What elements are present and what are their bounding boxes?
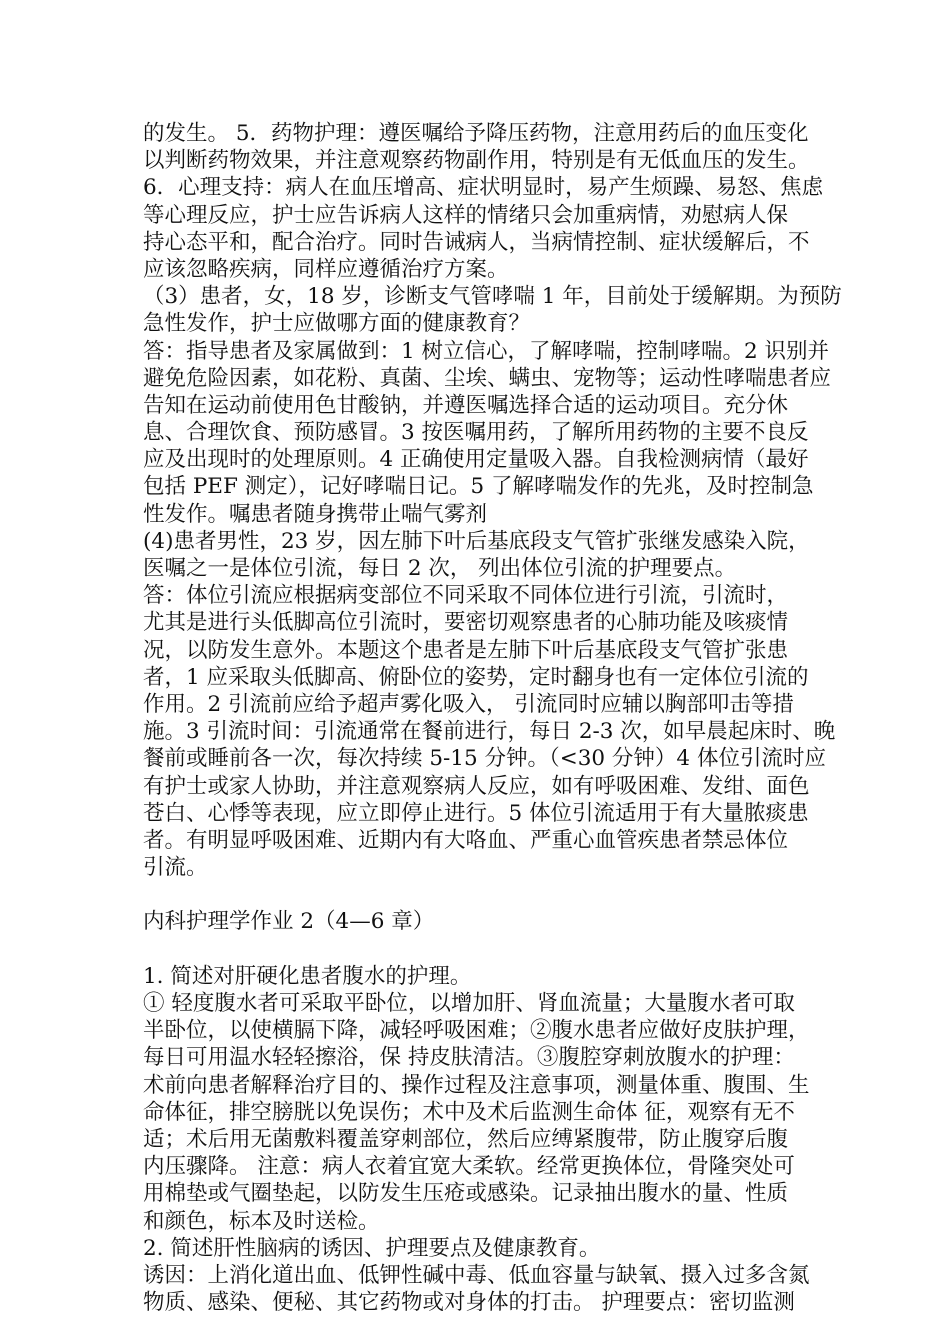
text-line: 每日可用温水轻轻擦浴，保 持皮肤清洁。③腹腔穿刺放腹水的护理： [143,1045,795,1071]
blank-line [143,881,813,908]
text-line: 物质、感染、便秘、其它药物或对身体的打击。 护理要点：密切监测 [143,1290,795,1316]
text-line: 诱因：上消化道出血、低钾性碱中毒、低血容量与缺氧、摄入过多含氮 [143,1262,810,1288]
text-line: 答：体位引流应根据病变部位不同采取不同体位进行引流，引流时， [143,583,789,609]
text-line: 适；术后用无菌敷料覆盖穿刺部位，然后应缚紧腹带，防止腹穿后腹 [143,1126,789,1152]
text-line: 以判断药物效果，并注意观察药物副作用，特别是有无低血压的发生。 [143,148,810,174]
text-line: 餐前或睡前各一次，每次持续 5-15 分钟。（<30 分钟）4 体位引流时应 [143,746,826,772]
text-line: 告知在运动前使用色甘酸钠，并遵医嘱选择合适的运动项目。充分休 [143,392,789,418]
text-line: 者，1 应采取头低脚高、俯卧位的姿势，定时翻身也有一定体位引流的 [143,664,809,690]
text-line: 半卧位，以使横膈下降，减轻呼吸困难；②腹水患者应做好皮肤护理， [143,1018,810,1044]
text-line: 况，以防发生意外。本题这个患者是左肺下叶后基底段支气管扩张患 [143,637,789,663]
text-line: 用棉垫或气圈垫起，以防发生压疮或感染。记录抽出腹水的量、性质 [143,1181,789,1207]
text-line: 2. 简述肝性脑病的诱因、护理要点及健康教育。 [143,1235,601,1261]
document-body-text [143,120,842,1316]
text-line: 性发作。嘱患者随身携带止喘气雾剂 [143,501,488,527]
text-line: （3）患者，女，18 岁，诊断支气管哮喘 1 年，目前处于缓解期。为预防 [143,284,842,310]
text-line: 内压骤降。 注意：病人衣着宜宽大柔软。经常更换体位，骨隆突处可 [143,1154,795,1180]
text-line: 有护士或家人协助，并注意观察病人反应，如有呼吸困难、发绀、面色 [143,773,810,799]
text-line: 作用。2 引流前应给予超声雾化吸入， 引流同时应辅以胸部叩击等措 [143,691,794,717]
text-line: 持心态平和，配合治疗。同时告诫病人，当病情控制、症状缓解后，不 [143,229,810,255]
text-line: 急性发作，护士应做哪方面的健康教育？ [143,311,531,337]
text-line: 者。有明显呼吸困难、近期内有大咯血、严重心血管疾患者禁忌体位 [143,827,789,853]
text-line: 和颜色，标本及时送检。 [143,1208,380,1234]
text-line: 的发生。 5．药物护理：遵医嘱给予降压药物，注意用药后的血压变化 [143,121,809,146]
text-line: 施。3 引流时间：引流通常在餐前进行，每日 2-3 次，如早晨起床时、晚 [143,719,836,745]
text-line: 答：指导患者及家属做到：1 树立信心，了解哮喘，控制哮喘。2 识别并 [143,338,830,364]
text-line: 应该忽略疾病，同样应遵循治疗方案。 [143,256,509,282]
text-line: 引流。 [143,855,208,881]
text-line: 应及出现时的处理原则。4 正确使用定量吸入器。自我检测病情（最好 [143,447,809,473]
text-line: 内科护理学作业 2（4—6 章） [143,909,435,935]
text-line: 包括 PEF 测定），记好哮喘日记。5 了解哮喘发作的先兆，及时控制急 [143,474,814,500]
text-line: 避免危险因素，如花粉、真菌、尘埃、螨虫、宠物等；运动性哮喘患者应 [143,365,832,391]
text-line: 术前向患者解释治疗目的、操作过程及注意事项，测量体重、腹围、生 [143,1072,810,1098]
text-line: (4)患者男性，23 岁，因左肺下叶后基底段支气管扩张继发感染入院， [143,528,810,554]
blank-line [143,936,813,963]
text-line: 等心理反应，护士应告诉病人这样的情绪只会加重病情，劝慰病人保 [143,202,789,228]
text-line: 命体征，排空膀胱以免误伤；术中及术后监测生命体 征，观察有无不 [143,1099,795,1125]
text-line: 1. 简述对肝硬化患者腹水的护理。 [143,963,472,989]
text-line: 尤其是进行头低脚高位引流时，要密切观察患者的心肺功能及咳痰情 [143,610,789,636]
text-line: 医嘱之一是体位引流，每日 2 次， 列出体位引流的护理要点。 [143,556,737,581]
text-line: 苍白、心悸等表现，应立即停止进行。5 体位引流适用于有大量脓痰患 [143,800,809,826]
text-line: 息、合理饮食、预防感冒。3 按医嘱用药，了解所用药物的主要不良反 [143,420,809,446]
text-line: 6．心理支持：病人在血压增高、症状明显时，易产生烦躁、易怒、焦虑 [143,175,824,201]
text-line: ① 轻度腹水者可采取平卧位，以增加肝、肾血流量；大量腹水者可取 [143,991,795,1016]
